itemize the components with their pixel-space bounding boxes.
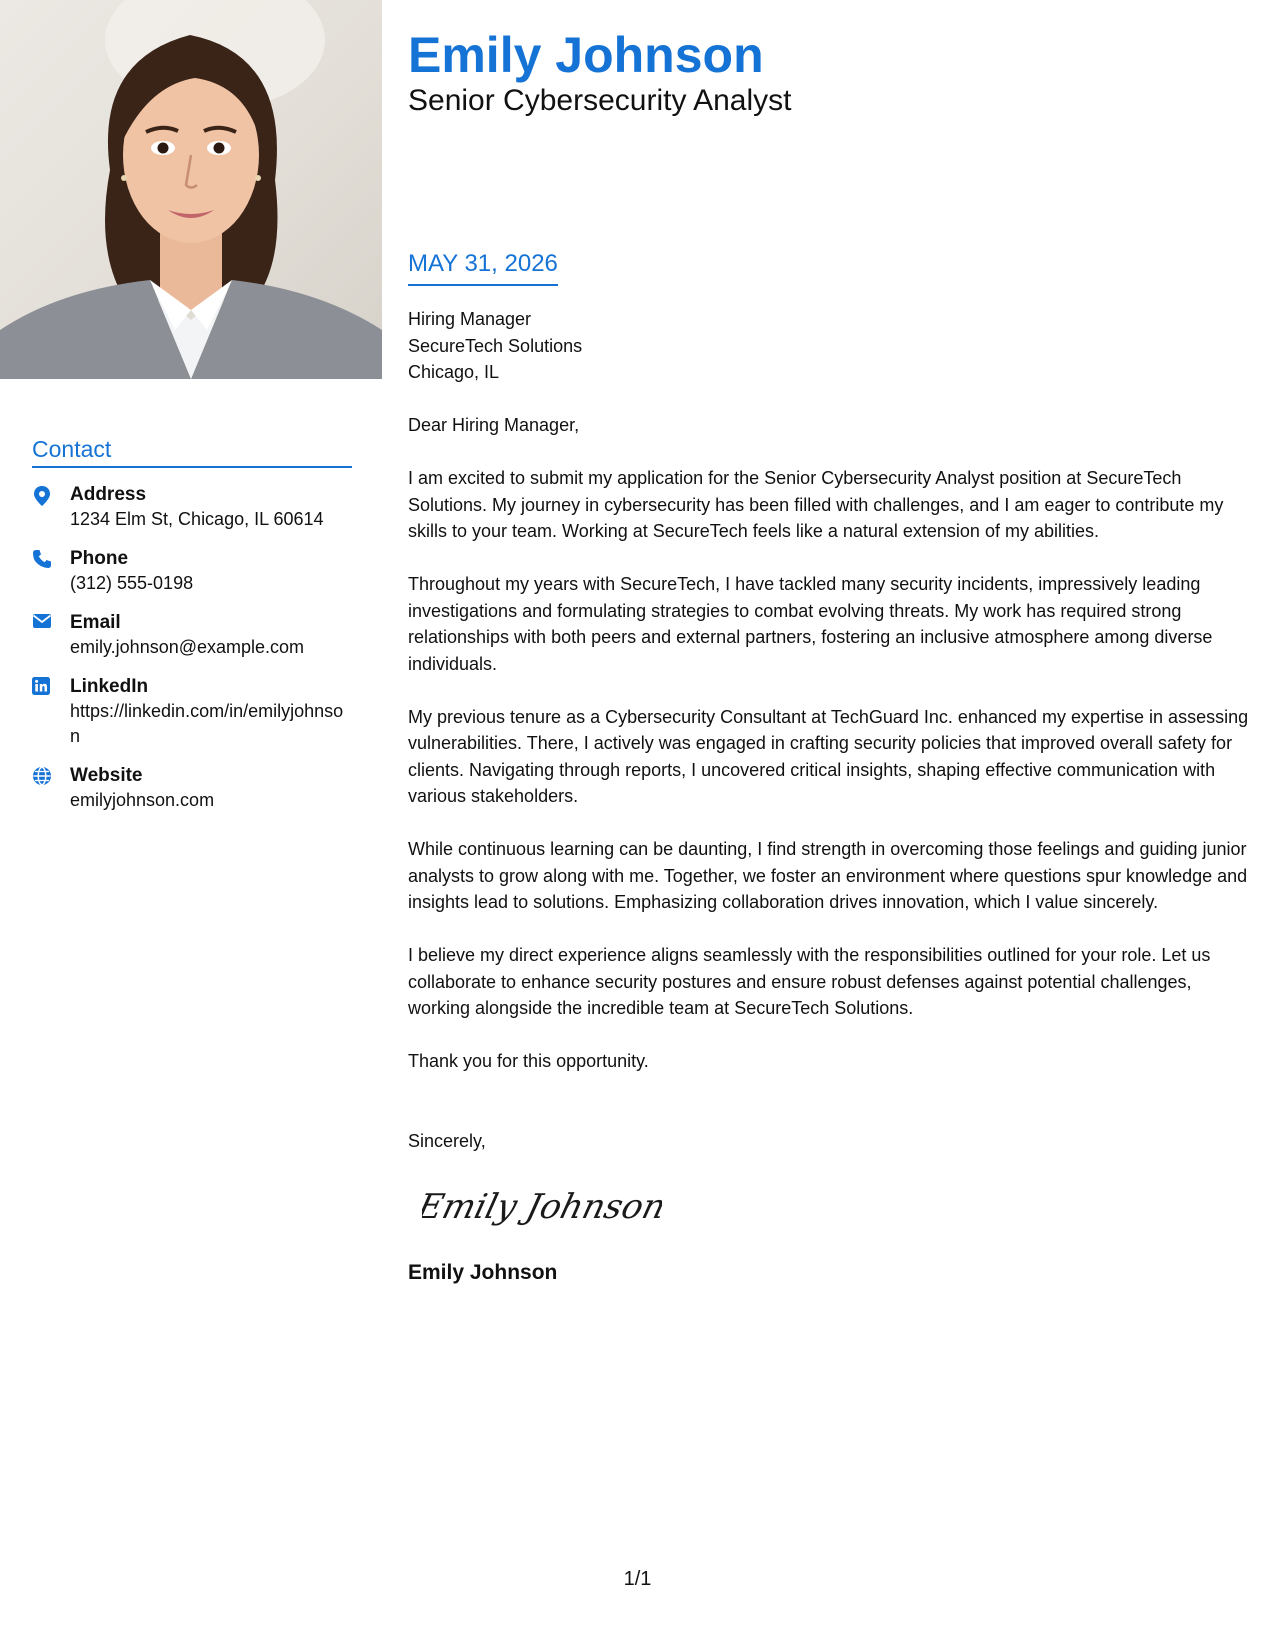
handwritten-signature <box>422 1176 1253 1246</box>
contact-item-website <box>32 763 352 813</box>
contact-label: Address <box>70 484 147 505</box>
contact-item-phone <box>32 546 352 596</box>
letter-paragraph: I believe my direct experience aligns seamlessly with the responsibilities outlined for your role. Let us collaborate to enhance security postures and ensure robust defenses against potential challenges, working alongside the incredible team at SecureTech Solutions. <box>408 945 1211 1018</box>
contact-sidebar <box>32 436 352 827</box>
signed-name: Emily Johnson <box>408 1261 558 1284</box>
profile-photo <box>0 0 382 379</box>
letter-paragraph: While continuous learning can be daunting, I find strength in overcoming those feelings and guiding junior analysts to grow along with me. Together, we foster an environment where questions spur knowledge and insights lead to solutions. Emphasizing collaboration drives innovation, which I value sincerely. <box>408 839 1248 912</box>
letter-date: MAY 31, 2026 <box>408 250 558 286</box>
contact-email-link[interactable]: emily.johnson@example.com <box>70 637 305 657</box>
signature-text: Emily Johnson <box>422 1187 662 1227</box>
contact-website-link[interactable]: emilyjohnson.com <box>70 790 215 810</box>
envelope-icon <box>32 610 70 660</box>
contact-label: Website <box>70 765 143 786</box>
recipient-line: SecureTech Solutions <box>408 335 583 356</box>
contact-item-address <box>32 482 352 532</box>
page-number: 1/1 <box>623 1568 652 1590</box>
linkedin-icon <box>32 674 70 749</box>
contact-section-title: Contact <box>32 436 352 468</box>
map-pin-icon <box>32 482 70 532</box>
letter-paragraph: I am excited to submit my application for the Senior Cybersecurity Analyst position at SecureTech Solutions. My journey in cybersecurity has been filled with challenges, and I am eager to contribute my skills to your team. Working at SecureTech feels like a natural extension of my abilities. <box>408 468 1224 541</box>
contact-phone-value: (312) 555-0198 <box>70 573 194 593</box>
salutation: Dear Hiring Manager, <box>408 415 580 435</box>
letter-paragraph: Throughout my years with SecureTech, I have tackled many security incidents, impressively leading investigations and formulating strategies to combat evolving threats. My work has required strong relationships with both peers and external partners, fostering an inclusive atmosphere among diverse individuals. <box>408 574 1213 674</box>
closing: Sincerely, <box>408 1130 486 1151</box>
recipient-line: Chicago, IL <box>408 362 500 382</box>
phone-icon <box>32 546 70 596</box>
contact-label: LinkedIn <box>70 676 149 697</box>
contact-label: Email <box>70 612 121 633</box>
letter-paragraph: Thank you for this opportunity. <box>408 1051 649 1071</box>
letter-body <box>408 306 1253 1287</box>
contact-address-value: 1234 Elm St, Chicago, IL 60614 <box>70 509 324 529</box>
recipient-block <box>408 306 1253 386</box>
recipient-line: Hiring Manager <box>408 309 532 329</box>
job-title: Senior Cybersecurity Analyst <box>408 84 792 117</box>
contact-label: Phone <box>70 548 129 569</box>
contact-item-linkedin <box>32 674 352 749</box>
applicant-name: Emily Johnson <box>408 27 764 83</box>
contact-item-email <box>32 610 352 660</box>
globe-icon <box>32 763 70 813</box>
letter-paragraph: My previous tenure as a Cybersecurity Consultant at TechGuard Inc. enhanced my expertise in assessing vulnerabilities. There, I actively was engaged in crafting security policies that improved overall safety for clients. Navigating through reports, I uncovered critical insights, shaping effective communication with various stakeholders. <box>408 706 1249 806</box>
contact-linkedin-link[interactable]: https://linkedin.com/in/emilyjohnson <box>70 701 344 746</box>
